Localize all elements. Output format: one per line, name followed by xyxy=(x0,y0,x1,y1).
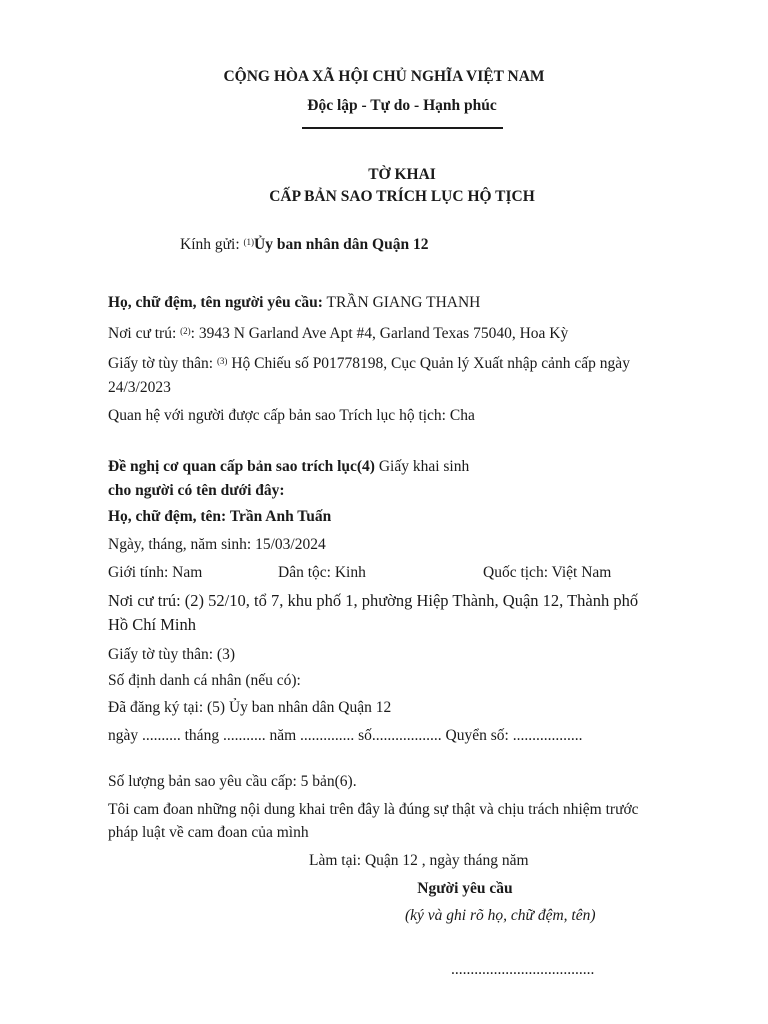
copies-count: Số lượng bản sao yêu cầu cấp: 5 bản(6). xyxy=(108,773,357,790)
subject-nationality: Quốc tịch: Việt Nam xyxy=(483,564,612,581)
subject-ethnicity: Dân tộc: Kinh xyxy=(278,564,366,581)
header-divider xyxy=(302,127,503,129)
signature-line: ..................................... xyxy=(451,961,595,978)
request-proposal-value: Giấy khai sinh xyxy=(374,458,470,475)
requester-residence-value: : 3943 N Garland Ave Apt #4, Garland Texas 75040, Hoa Kỳ xyxy=(190,325,569,342)
subject-name: Họ, chữ đệm, tên: Trần Anh Tuấn xyxy=(108,508,332,525)
national-title: CỘNG HÒA XÃ HỘI CHỦ NGHĨA VIỆT NAM xyxy=(223,68,545,85)
requester-residence-footnote: (2) xyxy=(180,326,191,336)
registration-details: ngày .......... tháng ........... năm .............. số.................. Quyển số: .................. xyxy=(108,727,583,744)
requester-name xyxy=(108,293,480,313)
requester-residence xyxy=(108,324,568,344)
requester-id-label: Giấy tờ tùy thân: xyxy=(108,355,217,372)
form-subtitle: CẤP BẢN SAO TRÍCH LỤC HỘ TỊCH xyxy=(269,188,535,205)
recipient-value: Ủy ban nhân dân Quận 12 xyxy=(254,236,429,253)
requester-residence-label: Nơi cư trú: xyxy=(108,325,181,342)
requester-name-label: Họ, chữ đệm, tên người yêu cầu: xyxy=(108,294,323,311)
requester-id xyxy=(108,354,630,374)
form-title: TỜ KHAI xyxy=(368,166,436,183)
request-proposal xyxy=(108,457,469,477)
requester-name-value: TRẦN GIANG THANH xyxy=(322,294,481,311)
commitment: Tôi cam đoan những nội dung khai trên đây là đúng sự thật và chịu trách nhiệm trước xyxy=(108,801,639,818)
motto: Độc lập - Tự do - Hạnh phúc xyxy=(307,97,497,114)
request-for-person: cho người có tên dưới đây: xyxy=(108,482,285,499)
registered-at: Đã đăng ký tại: (5) Ủy ban nhân dân Quận 12 xyxy=(108,699,392,716)
request-proposal-label: Đề nghị cơ quan cấp bản sao trích lục(4) xyxy=(108,458,375,475)
requester-id-date: 24/3/2023 xyxy=(108,379,171,396)
commitment-cont: pháp luật về cam đoan của mình xyxy=(108,824,309,841)
subject-dob: Ngày, tháng, năm sinh: 15/03/2024 xyxy=(108,536,326,553)
recipient-label: Kính gửi: xyxy=(180,236,244,253)
requester-relation: Quan hệ với người được cấp bản sao Trích lục hộ tịch: Cha xyxy=(108,407,475,424)
requester-id-value: Hộ Chiếu số P01778198, Cục Quản lý Xuất nhập cảnh cấp ngày xyxy=(227,355,630,372)
place-date: Làm tại: Quận 12 , ngày tháng năm xyxy=(309,852,529,869)
signer-title: Người yêu cầu xyxy=(417,880,513,897)
subject-personal-id: Số định danh cá nhân (nếu có): xyxy=(108,672,301,689)
subject-gender: Giới tính: Nam xyxy=(108,564,203,581)
subject-residence-city: Hồ Chí Minh xyxy=(108,615,197,634)
recipient-footnote: (1) xyxy=(243,237,255,247)
subject-id-doc: Giấy tờ tùy thân: (3) xyxy=(108,646,236,663)
requester-id-footnote: (3) xyxy=(216,356,228,366)
subject-residence: Nơi cư trú: (2) 52/10, tổ 7, khu phố 1, phường Hiệp Thành, Quận 12, Thành phố xyxy=(108,591,639,610)
recipient-line xyxy=(180,235,428,255)
signer-note: (ký và ghi rõ họ, chữ đệm, tên) xyxy=(405,907,596,924)
